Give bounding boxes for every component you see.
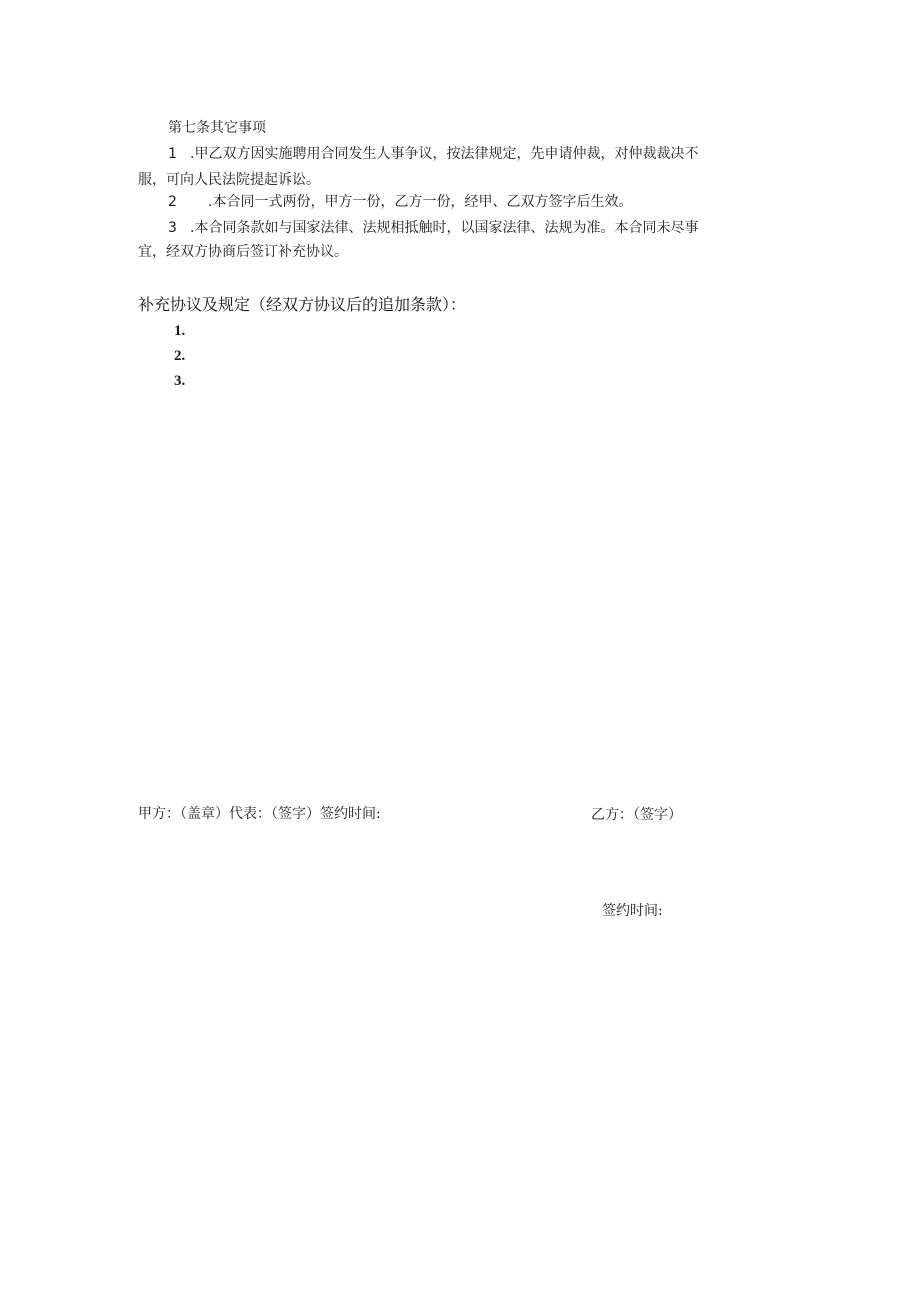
party-b-signature-line: 乙方：（签字）	[591, 807, 682, 823]
article-title: 第七条其它事项	[168, 120, 266, 136]
supplement-item-1: 1.	[174, 323, 186, 339]
clause-2-line-1	[168, 192, 632, 212]
party-a-signature-line: 甲方：（盖章）代表：（签字）签约时间:	[138, 806, 381, 822]
party-b-signing-date: 签约时间:	[602, 903, 663, 919]
clause-1-text: .甲乙双方因实施聘用合同发生人事争议，按法律规定，先申请仲裁，对仲裁裁决不	[190, 146, 699, 162]
clause-3-text: .本合同条款如与国家法律、法规相抵触时，以国家法律、法规为准。本合同未尽事	[190, 220, 699, 236]
clause-3-line-2: 宜，经双方协商后签订补充协议。	[138, 244, 348, 260]
supplement-heading: 补充协议及规定（经双方协议后的追加条款）：	[138, 295, 467, 314]
clause-2-number: 2	[168, 194, 177, 210]
clause-1-line-2: 服，可向人民法院提起诉讼。	[138, 172, 320, 188]
clause-1-line-1	[168, 144, 698, 164]
clause-3-number: 3	[168, 220, 177, 236]
clause-1-number: 1	[168, 146, 177, 162]
clause-2-text: .本合同一式两份，甲方一份，乙方一份，经甲、乙双方签字后生效。	[208, 194, 633, 210]
supplement-item-2: 2.	[174, 348, 186, 364]
supplement-item-3: 3.	[174, 373, 186, 389]
clause-3-line-1	[168, 218, 698, 238]
